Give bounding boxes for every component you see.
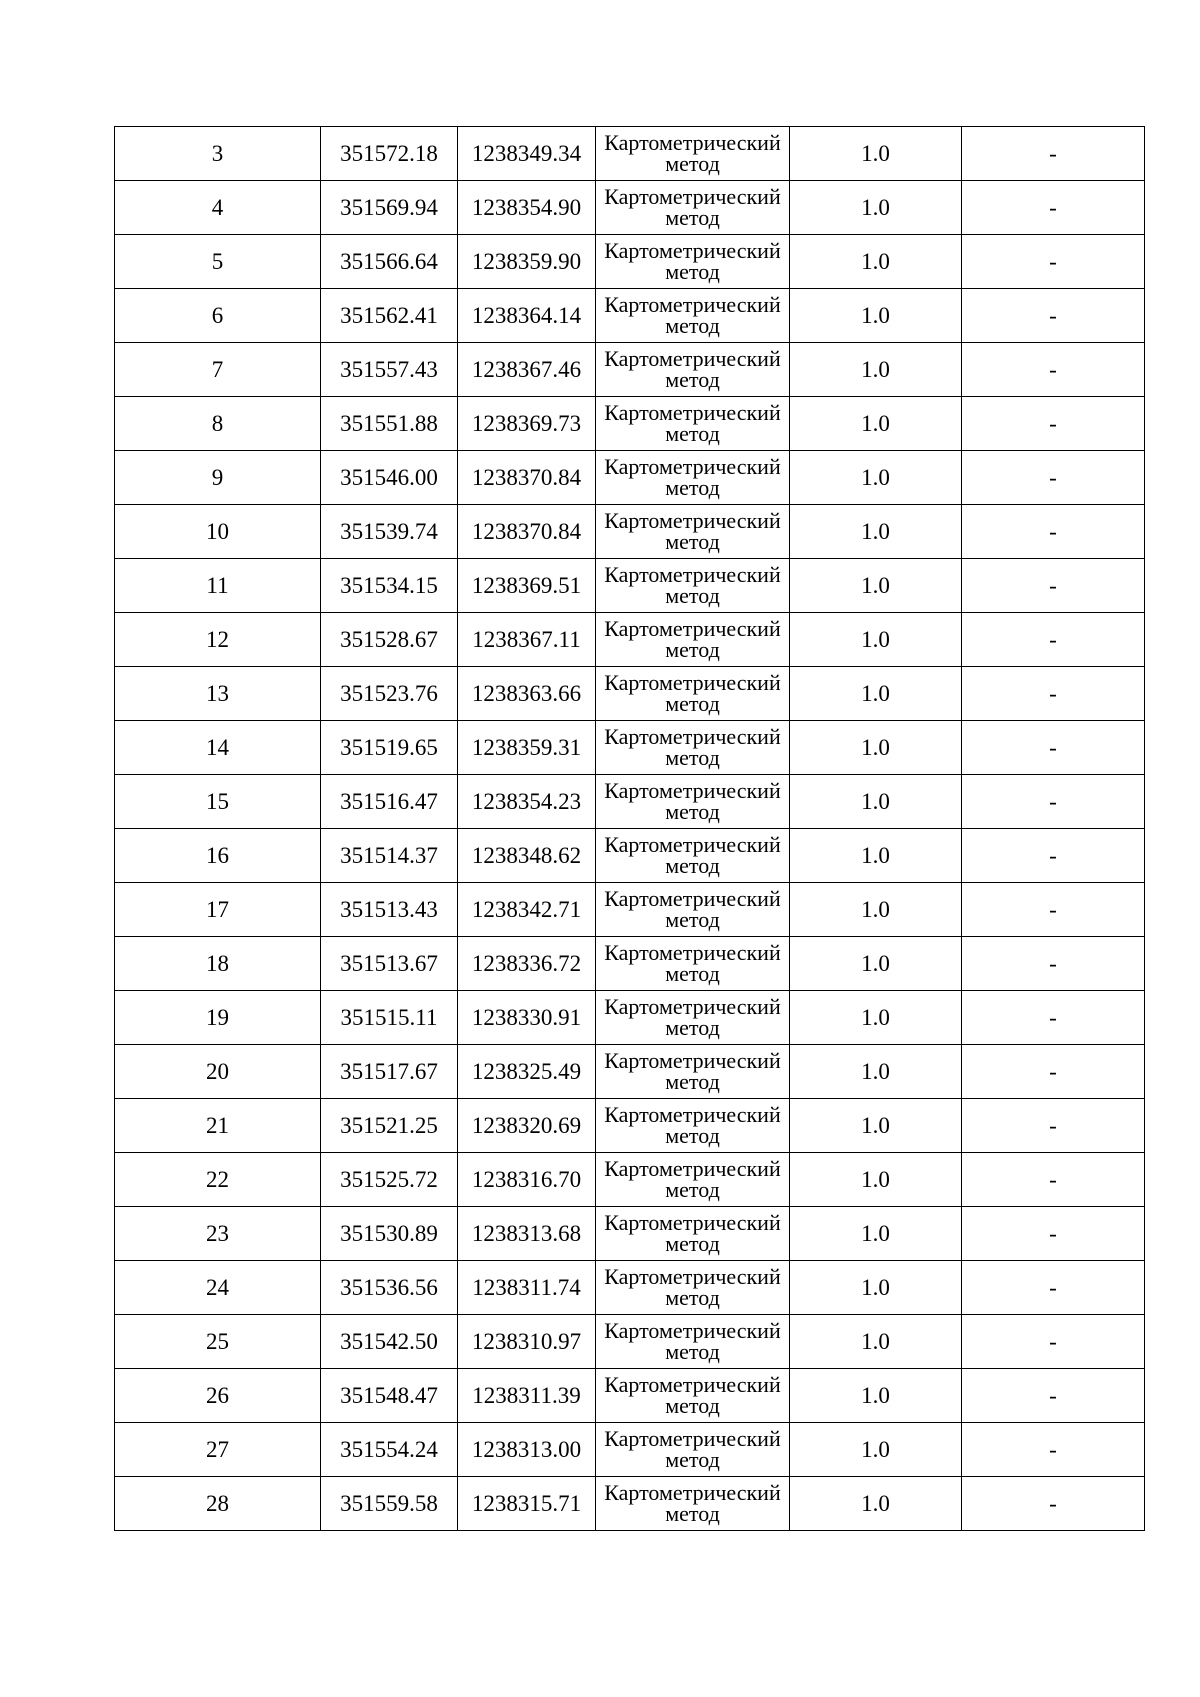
method-cell [596,289,790,343]
y-coordinate-cell: 1238348.62 [458,829,596,883]
table-row [115,613,1145,667]
table-row [115,667,1145,721]
y-coordinate-cell: 1238367.46 [458,343,596,397]
point-number-cell: 24 [115,1261,321,1315]
table-row [115,397,1145,451]
method-cell [596,127,790,181]
table-row [115,937,1145,991]
y-coordinate-cell: 1238313.68 [458,1207,596,1261]
x-coordinate-cell: 351539.74 [321,505,458,559]
method-cell [596,1045,790,1099]
method-line-2: метод [665,1122,720,1148]
method-line-1: Картометрический [604,723,781,749]
table-row [115,235,1145,289]
y-coordinate-cell: 1238315.71 [458,1477,596,1531]
note-cell: - [962,991,1145,1045]
y-coordinate-cell: 1238330.91 [458,991,596,1045]
point-number-cell: 6 [115,289,321,343]
point-number-cell: 9 [115,451,321,505]
y-coordinate-cell: 1238336.72 [458,937,596,991]
y-coordinate-cell: 1238310.97 [458,1315,596,1369]
table-row [115,289,1145,343]
method-line-1: Картометрический [604,1371,781,1397]
note-cell: - [962,451,1145,505]
accuracy-cell: 1.0 [790,1045,962,1099]
method-line-1: Картометрический [604,1047,781,1073]
table-row [115,451,1145,505]
point-number-cell: 27 [115,1423,321,1477]
method-line-2: метод [665,474,720,500]
y-coordinate-cell: 1238311.39 [458,1369,596,1423]
method-line-1: Картометрический [604,1317,781,1343]
note-cell: - [962,289,1145,343]
table-row [115,1423,1145,1477]
table-row [115,829,1145,883]
accuracy-cell: 1.0 [790,613,962,667]
method-cell [596,829,790,883]
method-line-1: Картометрический [604,1209,781,1235]
method-cell [596,667,790,721]
x-coordinate-cell: 351562.41 [321,289,458,343]
accuracy-cell: 1.0 [790,397,962,451]
x-coordinate-cell: 351542.50 [321,1315,458,1369]
note-cell: - [962,1423,1145,1477]
table-row [115,1099,1145,1153]
accuracy-cell: 1.0 [790,1207,962,1261]
note-cell: - [962,1099,1145,1153]
method-line-1: Картометрический [604,1155,781,1181]
point-number-cell: 5 [115,235,321,289]
method-line-2: метод [665,366,720,392]
method-line-2: метод [665,1284,720,1310]
x-coordinate-cell: 351513.43 [321,883,458,937]
x-coordinate-cell: 351517.67 [321,1045,458,1099]
accuracy-cell: 1.0 [790,505,962,559]
method-line-2: метод [665,906,720,932]
point-number-cell: 11 [115,559,321,613]
y-coordinate-cell: 1238313.00 [458,1423,596,1477]
method-line-2: метод [665,1176,720,1202]
y-coordinate-cell: 1238325.49 [458,1045,596,1099]
y-coordinate-cell: 1238369.73 [458,397,596,451]
accuracy-cell: 1.0 [790,829,962,883]
point-number-cell: 21 [115,1099,321,1153]
method-line-2: метод [665,204,720,230]
method-line-2: метод [665,150,720,176]
table-row [115,127,1145,181]
method-cell [596,397,790,451]
method-cell [596,1315,790,1369]
point-number-cell: 10 [115,505,321,559]
y-coordinate-cell: 1238316.70 [458,1153,596,1207]
point-number-cell: 22 [115,1153,321,1207]
method-cell [596,451,790,505]
point-number-cell: 15 [115,775,321,829]
point-number-cell: 4 [115,181,321,235]
y-coordinate-cell: 1238354.23 [458,775,596,829]
table-row [115,883,1145,937]
method-cell [596,721,790,775]
accuracy-cell: 1.0 [790,289,962,343]
table-row [115,343,1145,397]
note-cell: - [962,127,1145,181]
y-coordinate-cell: 1238359.31 [458,721,596,775]
table-row [115,1369,1145,1423]
method-line-1: Картометрический [604,939,781,965]
method-cell [596,343,790,397]
accuracy-cell: 1.0 [790,991,962,1045]
point-number-cell: 28 [115,1477,321,1531]
note-cell: - [962,235,1145,289]
point-number-cell: 23 [115,1207,321,1261]
point-number-cell: 8 [115,397,321,451]
method-line-2: метод [665,528,720,554]
x-coordinate-cell: 351534.15 [321,559,458,613]
x-coordinate-cell: 351546.00 [321,451,458,505]
note-cell: - [962,1369,1145,1423]
x-coordinate-cell: 351548.47 [321,1369,458,1423]
accuracy-cell: 1.0 [790,559,962,613]
method-line-1: Картометрический [604,669,781,695]
y-coordinate-cell: 1238369.51 [458,559,596,613]
accuracy-cell: 1.0 [790,667,962,721]
y-coordinate-cell: 1238342.71 [458,883,596,937]
x-coordinate-cell: 351554.24 [321,1423,458,1477]
method-cell [596,1153,790,1207]
method-line-1: Картометрический [604,345,781,371]
y-coordinate-cell: 1238370.84 [458,505,596,559]
coordinates-table-body [115,127,1145,1531]
note-cell: - [962,559,1145,613]
method-line-2: метод [665,312,720,338]
table-row [115,775,1145,829]
method-line-2: метод [665,798,720,824]
point-number-cell: 25 [115,1315,321,1369]
method-line-2: метод [665,1230,720,1256]
method-line-2: метод [665,852,720,878]
accuracy-cell: 1.0 [790,1423,962,1477]
x-coordinate-cell: 351566.64 [321,235,458,289]
note-cell: - [962,343,1145,397]
point-number-cell: 19 [115,991,321,1045]
y-coordinate-cell: 1238370.84 [458,451,596,505]
x-coordinate-cell: 351559.58 [321,1477,458,1531]
method-line-2: метод [665,960,720,986]
method-line-1: Картометрический [604,1479,781,1505]
method-line-1: Картометрический [604,183,781,209]
x-coordinate-cell: 351528.67 [321,613,458,667]
table-row [115,1207,1145,1261]
table-row [115,1261,1145,1315]
note-cell: - [962,937,1145,991]
x-coordinate-cell: 351514.37 [321,829,458,883]
point-number-cell: 16 [115,829,321,883]
x-coordinate-cell: 351557.43 [321,343,458,397]
method-line-1: Картометрический [604,561,781,587]
point-number-cell: 26 [115,1369,321,1423]
method-line-2: метод [665,1392,720,1418]
method-cell [596,775,790,829]
y-coordinate-cell: 1238311.74 [458,1261,596,1315]
point-number-cell: 7 [115,343,321,397]
accuracy-cell: 1.0 [790,127,962,181]
point-number-cell: 3 [115,127,321,181]
point-number-cell: 13 [115,667,321,721]
x-coordinate-cell: 351525.72 [321,1153,458,1207]
method-cell [596,1477,790,1531]
method-line-2: метод [665,420,720,446]
method-cell [596,505,790,559]
note-cell: - [962,397,1145,451]
x-coordinate-cell: 351513.67 [321,937,458,991]
method-line-1: Картометрический [604,399,781,425]
method-cell [596,181,790,235]
note-cell: - [962,181,1145,235]
method-line-2: метод [665,1500,720,1526]
note-cell: - [962,613,1145,667]
coordinates-table [114,126,1145,1531]
point-number-cell: 20 [115,1045,321,1099]
x-coordinate-cell: 351523.76 [321,667,458,721]
method-line-2: метод [665,744,720,770]
accuracy-cell: 1.0 [790,1153,962,1207]
accuracy-cell: 1.0 [790,343,962,397]
method-line-2: метод [665,690,720,716]
method-line-1: Картометрический [604,1263,781,1289]
table-row [115,1315,1145,1369]
accuracy-cell: 1.0 [790,883,962,937]
note-cell: - [962,1153,1145,1207]
accuracy-cell: 1.0 [790,235,962,289]
method-line-2: метод [665,1068,720,1094]
method-line-2: метод [665,636,720,662]
method-line-2: метод [665,258,720,284]
y-coordinate-cell: 1238364.14 [458,289,596,343]
x-coordinate-cell: 351551.88 [321,397,458,451]
method-line-1: Картометрический [604,453,781,479]
method-line-1: Картометрический [604,291,781,317]
x-coordinate-cell: 351516.47 [321,775,458,829]
accuracy-cell: 1.0 [790,775,962,829]
note-cell: - [962,1261,1145,1315]
method-line-1: Картометрический [604,1101,781,1127]
method-line-2: метод [665,1014,720,1040]
note-cell: - [962,1045,1145,1099]
x-coordinate-cell: 351515.11 [321,991,458,1045]
y-coordinate-cell: 1238363.66 [458,667,596,721]
note-cell: - [962,667,1145,721]
note-cell: - [962,505,1145,559]
table-row [115,505,1145,559]
table-row [115,1153,1145,1207]
method-line-1: Картометрический [604,885,781,911]
method-cell [596,937,790,991]
note-cell: - [962,721,1145,775]
method-cell [596,613,790,667]
note-cell: - [962,1315,1145,1369]
point-number-cell: 18 [115,937,321,991]
method-line-1: Картометрический [604,1425,781,1451]
method-line-1: Картометрический [604,993,781,1019]
accuracy-cell: 1.0 [790,1099,962,1153]
method-line-1: Картометрический [604,237,781,263]
method-line-2: метод [665,582,720,608]
method-cell [596,1099,790,1153]
point-number-cell: 12 [115,613,321,667]
y-coordinate-cell: 1238367.11 [458,613,596,667]
accuracy-cell: 1.0 [790,451,962,505]
note-cell: - [962,829,1145,883]
method-line-2: метод [665,1338,720,1364]
note-cell: - [962,775,1145,829]
table-row [115,1477,1145,1531]
method-cell [596,1261,790,1315]
method-cell [596,1207,790,1261]
method-cell [596,235,790,289]
point-number-cell: 17 [115,883,321,937]
accuracy-cell: 1.0 [790,1477,962,1531]
y-coordinate-cell: 1238354.90 [458,181,596,235]
note-cell: - [962,1207,1145,1261]
x-coordinate-cell: 351519.65 [321,721,458,775]
method-line-1: Картометрический [604,507,781,533]
y-coordinate-cell: 1238359.90 [458,235,596,289]
accuracy-cell: 1.0 [790,1261,962,1315]
table-row [115,991,1145,1045]
method-line-2: метод [665,1446,720,1472]
accuracy-cell: 1.0 [790,1369,962,1423]
method-line-1: Картометрический [604,129,781,155]
accuracy-cell: 1.0 [790,181,962,235]
note-cell: - [962,1477,1145,1531]
accuracy-cell: 1.0 [790,937,962,991]
table-row [115,721,1145,775]
table-row [115,559,1145,613]
method-cell [596,883,790,937]
method-cell [596,1369,790,1423]
method-cell [596,991,790,1045]
method-cell [596,1423,790,1477]
point-number-cell: 14 [115,721,321,775]
y-coordinate-cell: 1238349.34 [458,127,596,181]
method-line-1: Картометрический [604,831,781,857]
method-cell [596,559,790,613]
method-line-1: Картометрический [604,777,781,803]
x-coordinate-cell: 351521.25 [321,1099,458,1153]
table-row [115,1045,1145,1099]
method-line-1: Картометрический [604,615,781,641]
accuracy-cell: 1.0 [790,1315,962,1369]
x-coordinate-cell: 351536.56 [321,1261,458,1315]
note-cell: - [962,883,1145,937]
x-coordinate-cell: 351569.94 [321,181,458,235]
x-coordinate-cell: 351572.18 [321,127,458,181]
accuracy-cell: 1.0 [790,721,962,775]
table-row [115,181,1145,235]
y-coordinate-cell: 1238320.69 [458,1099,596,1153]
x-coordinate-cell: 351530.89 [321,1207,458,1261]
